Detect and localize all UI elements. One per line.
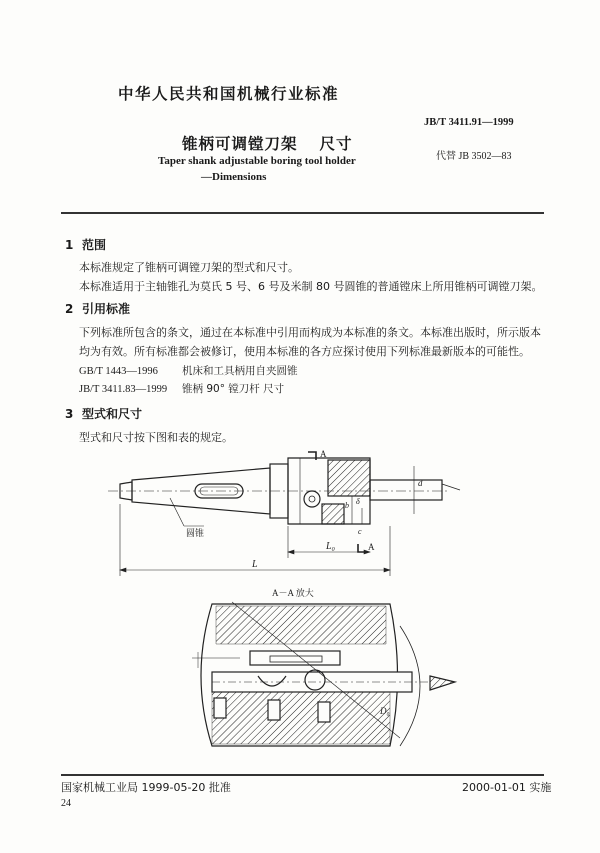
section-3-heading (65, 405, 142, 422)
paragraph: 本标准适用于主轴锥孔为莫氏 5 号、6 号及米制 80 号圆锥的普通镗床上所用锥柄可调镗刀架。 (79, 280, 543, 293)
reference-item (79, 381, 284, 396)
paragraph: 本标准规定了锥柄可调镗刀架的型式和尺寸。 (79, 261, 299, 274)
section-number: 3 (65, 407, 74, 421)
dimension-delta: δ (356, 497, 360, 506)
dimension-d: d (418, 478, 423, 488)
title-chinese-main: 锥柄可调镗刀架 (182, 135, 298, 153)
section-number: 2 (65, 302, 74, 316)
reference-code: JB/T 3411.83—1999 (79, 384, 168, 395)
dimension-lines (120, 466, 418, 576)
section-mark-top: A (320, 449, 327, 459)
reference-item (79, 363, 298, 378)
standard-number: JB/T 3411.91—1999 (424, 117, 514, 128)
paragraph: 下列标准所包含的条文，通过在本标准中引用而构成为本标准的条文。本标准出版时，所示版本均为有效。所有标准都会被修订，使用本标准的各方应探讨使用下列标准最新版本的可能性。 (79, 326, 541, 358)
section-mark-bottom: A (368, 542, 375, 552)
detail-title: A－A 放大 (272, 588, 314, 598)
reference-code: GB/T 1443—1996 (79, 366, 158, 377)
title-english-line2: —Dimensions (201, 171, 267, 183)
paragraph: 型式和尺寸按下图和表的规定。 (79, 431, 233, 444)
label-taper: 圆锥 (186, 528, 205, 538)
section-title: 范围 (82, 238, 107, 252)
issuing-organization: 中华人民共和国机械行业标准 (118, 85, 340, 103)
section-title: 引用标准 (82, 302, 131, 316)
reference-title: 锥柄 90° 镗刀杆 尺寸 (182, 383, 285, 395)
detail-section-view (192, 604, 455, 746)
approval-info: 国家机械工业局 1999-05-20 批准 (61, 781, 231, 794)
footer-rule (61, 774, 544, 776)
front-view (108, 452, 460, 552)
section-1-heading (65, 236, 106, 253)
dimension-b: b (345, 501, 349, 510)
dimension-L: L (252, 559, 258, 570)
reference-title: 机床和工具柄用自夹圆锥 (182, 365, 298, 377)
replaces-standard: 代替 JB 3502—83 (436, 151, 512, 162)
page-number: 24 (61, 798, 71, 809)
header-rule (61, 212, 544, 214)
dimension-D0: D₀ (380, 706, 390, 716)
dimension-c: c (358, 527, 362, 536)
section-number: 1 (65, 238, 74, 252)
title-chinese (182, 132, 353, 154)
dimension-L0: L₀ (326, 541, 336, 552)
title-chinese-sub: 尺寸 (319, 135, 353, 153)
title-english-line1: Taper shank adjustable boring tool holder (158, 155, 356, 167)
section-2-heading (65, 300, 130, 317)
technical-drawing (100, 446, 560, 756)
section-title: 型式和尺寸 (82, 407, 143, 421)
implementation-date: 2000-01-01 实施 (462, 781, 552, 794)
